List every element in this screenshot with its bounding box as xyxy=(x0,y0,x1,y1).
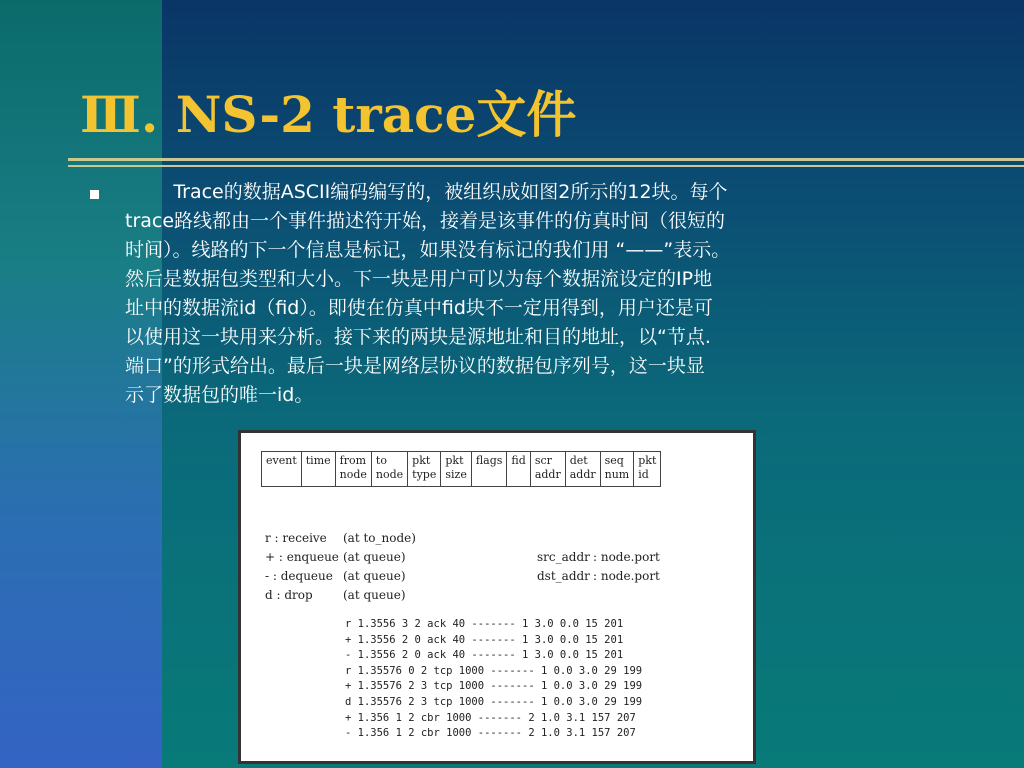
address-format: : node.port xyxy=(593,550,660,564)
title-underline-top xyxy=(68,158,1024,161)
header-cell-event xyxy=(262,452,302,487)
legend-row xyxy=(265,529,416,548)
event-location: (at queue) xyxy=(343,588,406,602)
header-cell-line1: flags xyxy=(475,454,503,467)
address-key: src_addr xyxy=(537,550,590,564)
event-location: (at queue) xyxy=(343,550,406,564)
header-cell-line2: node xyxy=(375,468,404,481)
header-row xyxy=(262,452,661,487)
header-cell-line2: addr xyxy=(534,468,561,481)
header-cell-fid xyxy=(507,452,530,487)
header-cell-line2: addr xyxy=(569,468,596,481)
header-cell-line2: size xyxy=(445,468,467,481)
header-cell-line1: from xyxy=(339,454,367,467)
header-cell-line2: id xyxy=(638,468,649,481)
event-type-legend xyxy=(265,529,416,605)
header-cell-scr-addr xyxy=(530,452,565,487)
header-cell-line1: time xyxy=(305,454,331,467)
header-cell-line1: pkt xyxy=(412,454,431,467)
header-cell-pkt-type xyxy=(408,452,441,487)
header-cell-line1: pkt xyxy=(445,454,464,467)
header-cell-flags xyxy=(471,452,507,487)
header-cell-from-node xyxy=(335,452,371,487)
address-key: dst_addr xyxy=(537,569,590,583)
header-cell-line1: pkt xyxy=(638,454,657,467)
event-location: (at queue) xyxy=(343,569,406,583)
header-cell-pkt-size xyxy=(441,452,471,487)
event-code: r : receive xyxy=(265,531,327,545)
address-format-legend xyxy=(537,548,660,586)
body-paragraph: Trace的数据ASCII编码编写的，被组织成如图2所示的12块。每个 trace路线都由一个事件描述符开始，接着是该事件的仿真时间（很短的 时间）。线路的下一个信息是标记，如果没有标记的我们用 “——”表示。 然后是数据包类型和大小。下一块是用户可以为每个数据流设定的IP地 址中的数据流id（fid）。即使在仿真中fid块不一定用得到，用户还是可 以使用这一块用来分析。接下来的两块是源地址和目的地址，以“节点. 端口”的形式给出。最后一块是网络层协议的数据包序列号，这一块显 示了数据包的唯一id。 xyxy=(125,181,731,406)
trace-field-header-table xyxy=(261,451,661,487)
header-cell-line1: event xyxy=(266,454,297,467)
event-code: - : dequeue xyxy=(265,569,333,583)
header-cell-time xyxy=(301,452,335,487)
header-cell-line2: node xyxy=(339,468,367,481)
trace-format-figure xyxy=(238,430,756,764)
header-cell-pkt-id xyxy=(634,452,661,487)
square-bullet-icon xyxy=(90,190,99,199)
header-cell-to-node xyxy=(371,452,407,487)
header-cell-line1: seq xyxy=(604,454,624,467)
header-cell-line2: num xyxy=(604,468,630,481)
header-cell-line1: to xyxy=(375,454,387,467)
header-cell-seq-num xyxy=(600,452,634,487)
header-cell-line1: det xyxy=(569,454,588,467)
address-row xyxy=(537,548,660,567)
event-code: + : enqueue xyxy=(265,550,339,564)
event-code: d : drop xyxy=(265,588,313,602)
event-location: (at to_node) xyxy=(343,531,416,545)
address-row xyxy=(537,567,660,586)
slide-title: Ⅲ. NS-2 trace文件 xyxy=(80,85,577,144)
header-cell-line1: fid xyxy=(511,454,526,467)
trace-sample-lines: r 1.3556 3 2 ack 40 ------- 1 3.0 0.0 15 201 + 1.3556 2 0 ack 40 ------- 1 3.0 0.0 15 201 - 1.3556 2 0 ack 40 ------- 1 3.0 0.0 15 201 r 1.35576 0 2 tcp 1000 ------- 1 0.0 3.0 29 199 + 1.35576 2 3 tcp 1000 ------- 1 0.0 3.0 29 199 d 1.35576 2 3 tcp 1000 ------- 1 0.0 3.0 29 199 + 1.356 1 2 cbr 1000 ------- 2 1.0 3.1 157 207 - 1.356 1 2 cbr 1000 ------- 2 1.0 3.1 157 207 xyxy=(345,618,643,740)
header-cell-det-addr xyxy=(565,452,600,487)
legend-row xyxy=(265,548,416,567)
header-cell-line1: scr xyxy=(534,454,552,467)
legend-row xyxy=(265,586,416,605)
address-format: : node.port xyxy=(593,569,660,583)
legend-row xyxy=(265,567,416,586)
title-underline-bottom xyxy=(68,165,1024,167)
header-cell-line2: type xyxy=(412,468,437,481)
